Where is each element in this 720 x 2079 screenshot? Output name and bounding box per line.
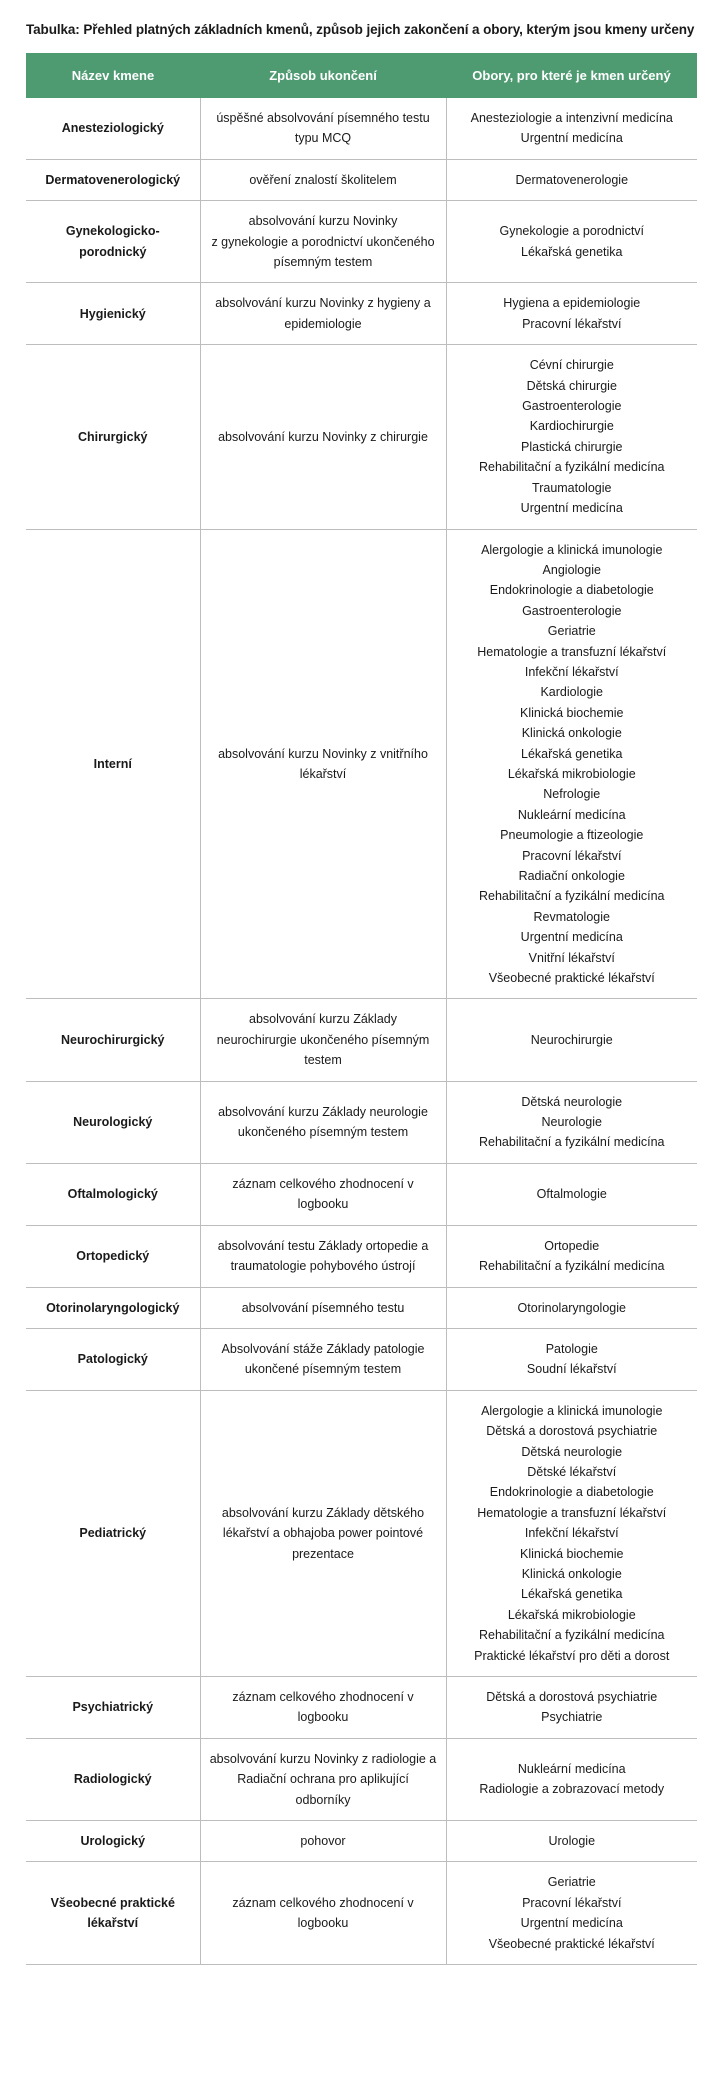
fields-cell-line: Rehabilitační a fyzikální medicína bbox=[478, 460, 665, 475]
table-row bbox=[26, 529, 697, 999]
kmen-name-cell-line: Psychiatrický bbox=[72, 1700, 154, 1715]
method-cell bbox=[200, 1225, 446, 1287]
fields-cell-line: Ortopedie bbox=[544, 1238, 600, 1253]
kmen-name-cell bbox=[26, 529, 200, 999]
kmen-name-cell-line: Anesteziologický bbox=[61, 121, 164, 136]
method-cell-line: záznam celkového zhodnocení v bbox=[232, 1895, 414, 1910]
fields-cell bbox=[446, 1738, 697, 1820]
fields-cell-line: Kardiochirurgie bbox=[529, 419, 614, 434]
method-cell bbox=[200, 1390, 446, 1676]
fields-cell-line: Traumatologie bbox=[532, 480, 612, 495]
fields-cell-line: Oftalmologie bbox=[536, 1187, 607, 1202]
fields-cell-line: Kardiologie bbox=[540, 685, 604, 700]
fields-cell bbox=[446, 999, 697, 1081]
kmen-name-cell-line: Patologický bbox=[77, 1352, 148, 1367]
kmen-name-cell-line: Oftalmologický bbox=[67, 1187, 158, 1202]
method-cell bbox=[200, 1163, 446, 1225]
fields-cell-line: Psychiatrie bbox=[541, 1710, 603, 1725]
kmen-name-cell-line: Neurochirurgický bbox=[60, 1032, 165, 1047]
fields-cell-line: Hygiena a epidemiologie bbox=[503, 296, 641, 311]
table-row bbox=[26, 1821, 697, 1862]
kmen-name-cell bbox=[26, 999, 200, 1081]
kmen-name-cell bbox=[26, 1390, 200, 1676]
table-row bbox=[26, 1163, 697, 1225]
header-row bbox=[26, 53, 697, 98]
kmen-name-cell bbox=[26, 345, 200, 529]
method-cell-line: absolvování kurzu Novinky z vnitřního bbox=[218, 746, 428, 761]
method-cell-line: absolvování testu Základy ortopedie a bbox=[217, 1238, 429, 1253]
method-cell bbox=[200, 1821, 446, 1862]
fields-cell bbox=[446, 345, 697, 529]
kmen-name-cell bbox=[26, 1163, 200, 1225]
kmen-name-cell-line: Ortopedický bbox=[76, 1248, 150, 1263]
kmen-name-cell bbox=[26, 283, 200, 345]
method-cell-line: neurochirurgie ukončeného písemným bbox=[216, 1032, 430, 1047]
method-cell-line: z gynekologie a porodnictví ukončeného bbox=[211, 234, 435, 249]
fields-cell-line: Hematologie a transfuzní lékařství bbox=[477, 644, 667, 659]
kmen-name-cell-line: Pediatrický bbox=[79, 1526, 147, 1541]
method-cell bbox=[200, 1677, 446, 1739]
fields-cell bbox=[446, 1225, 697, 1287]
fields-cell-line: Gastroenterologie bbox=[522, 399, 622, 414]
fields-cell bbox=[446, 159, 697, 200]
fields-cell-line: Dermatovenerologie bbox=[515, 172, 629, 187]
fields-cell-line: Endokrinologie a diabetologie bbox=[489, 583, 654, 598]
method-cell-line: lékařství bbox=[299, 766, 347, 781]
table-row bbox=[26, 345, 697, 529]
fields-cell bbox=[446, 98, 697, 159]
fields-cell-line: Neurologie bbox=[541, 1115, 602, 1130]
method-cell-line: logbooku bbox=[297, 1916, 349, 1931]
fields-cell-line: Lékařská genetika bbox=[521, 1587, 623, 1602]
fields-cell-line: Klinická biochemie bbox=[519, 705, 624, 720]
table-row bbox=[26, 1862, 697, 1965]
fields-cell-line: Pracovní lékařství bbox=[522, 1895, 622, 1910]
fields-cell-line: Všeobecné praktické lékařství bbox=[488, 971, 655, 986]
method-cell bbox=[200, 345, 446, 529]
kmen-name-cell bbox=[26, 201, 200, 283]
fields-cell-line: Urgentní medicína bbox=[520, 930, 623, 945]
table-row bbox=[26, 1677, 697, 1739]
fields-cell-line: Lékařská genetika bbox=[521, 244, 623, 259]
fields-cell bbox=[446, 1862, 697, 1965]
fields-cell-line: Gastroenterologie bbox=[522, 603, 622, 618]
table-caption: Tabulka: Přehled platných základních kmenů, způsob jejich zakončení a obory, kterým jsou kmeny určeny bbox=[26, 22, 695, 37]
fields-cell-line: Lékařská mikrobiologie bbox=[507, 1607, 636, 1622]
fields-cell-line: Rehabilitační a fyzikální medicína bbox=[478, 1628, 665, 1643]
fields-cell-line: Rehabilitační a fyzikální medicína bbox=[478, 1259, 665, 1274]
kmen-name-cell-line: Urologický bbox=[80, 1834, 146, 1849]
header-name: Název kmene bbox=[71, 68, 155, 83]
fields-cell-line: Urgentní medicína bbox=[520, 131, 623, 146]
fields-cell-line: Otorinolaryngologie bbox=[517, 1300, 626, 1315]
fields-cell-line: Alergologie a klinická imunologie bbox=[481, 542, 663, 557]
fields-cell-line: Cévní chirurgie bbox=[529, 358, 614, 373]
fields-cell bbox=[446, 1821, 697, 1862]
method-cell-line: typu MCQ bbox=[294, 131, 352, 146]
fields-cell-line: Pracovní lékařství bbox=[522, 848, 622, 863]
fields-cell bbox=[446, 1328, 697, 1390]
fields-cell-line: Revmatologie bbox=[533, 909, 610, 924]
kmen-name-cell bbox=[26, 1677, 200, 1739]
kmen-name-cell bbox=[26, 1862, 200, 1965]
kmen-name-cell-line: Radiologický bbox=[73, 1772, 152, 1787]
fields-cell-line: Praktické lékařství pro děti a dorost bbox=[474, 1648, 670, 1663]
fields-cell bbox=[446, 1677, 697, 1739]
fields-cell-line: Radiologie a zobrazovací metody bbox=[479, 1782, 665, 1797]
method-cell-line: písemným testem bbox=[273, 255, 373, 270]
method-cell-line: ověření znalostí školitelem bbox=[249, 172, 397, 187]
kmen-name-cell bbox=[26, 1225, 200, 1287]
kmen-name-cell bbox=[26, 1328, 200, 1390]
table-row bbox=[26, 283, 697, 345]
method-cell bbox=[200, 529, 446, 999]
fields-cell-line: Nukleární medicína bbox=[517, 1762, 626, 1777]
method-cell bbox=[200, 98, 446, 159]
fields-cell bbox=[446, 1390, 697, 1676]
method-cell bbox=[200, 999, 446, 1081]
fields-cell-line: Soudní lékařství bbox=[526, 1362, 617, 1377]
kmen-name-cell bbox=[26, 1081, 200, 1163]
fields-cell-line: Klinická onkologie bbox=[521, 726, 622, 741]
fields-cell bbox=[446, 1163, 697, 1225]
fields-cell-line: Neurochirurgie bbox=[530, 1032, 613, 1047]
kmen-name-cell-line: Neurologický bbox=[73, 1115, 153, 1130]
method-cell bbox=[200, 201, 446, 283]
fields-cell-line: Alergologie a klinická imunologie bbox=[481, 1403, 663, 1418]
fields-cell-line: Urgentní medicína bbox=[520, 1916, 623, 1931]
kmen-name-cell-line: lékařství bbox=[87, 1916, 139, 1931]
kmen-name-cell bbox=[26, 98, 200, 159]
fields-cell-line: Infekční lékařství bbox=[524, 1526, 619, 1541]
header-method: Způsob ukončení bbox=[269, 68, 377, 83]
method-cell-line: absolvování kurzu Základy bbox=[249, 1012, 397, 1027]
fields-cell-line: Anesteziologie a intenzivní medicína bbox=[470, 111, 673, 125]
fields-cell-line: Endokrinologie a diabetologie bbox=[489, 1485, 654, 1500]
kmen-name-cell bbox=[26, 1287, 200, 1328]
method-cell-line: absolvování kurzu Novinky z radiologie a bbox=[209, 1751, 437, 1766]
table-row bbox=[26, 201, 697, 283]
table-header bbox=[26, 53, 697, 98]
fields-cell-line: Lékařská mikrobiologie bbox=[507, 766, 636, 781]
fields-cell bbox=[446, 529, 697, 999]
header-fields: Obory, pro které je kmen určený bbox=[472, 68, 671, 83]
method-cell-line: Absolvování stáže Základy patologie bbox=[221, 1341, 425, 1356]
method-cell-line: záznam celkového zhodnocení v bbox=[232, 1690, 414, 1704]
method-cell-line: lékařství a obhajoba power pointové bbox=[222, 1526, 424, 1541]
kmen-name-cell-line: Otorinolaryngologický bbox=[46, 1300, 180, 1315]
method-cell-line: epidemiologie bbox=[284, 316, 362, 331]
method-cell-line: traumatologie pohybového ústrojí bbox=[230, 1259, 416, 1274]
fields-cell-line: Klinická onkologie bbox=[521, 1566, 622, 1581]
fields-cell-line: Lékařská genetika bbox=[521, 746, 623, 761]
fields-cell-line: Dětská chirurgie bbox=[526, 378, 617, 393]
method-cell-line: ukončeného písemným testem bbox=[237, 1125, 409, 1140]
fields-cell-line: Rehabilitační a fyzikální medicína bbox=[478, 889, 665, 904]
method-cell bbox=[200, 1862, 446, 1965]
fields-cell-line: Patologie bbox=[545, 1341, 598, 1356]
method-cell bbox=[200, 1081, 446, 1163]
kmen-name-cell bbox=[26, 1738, 200, 1820]
table-row bbox=[26, 1738, 697, 1820]
fields-cell bbox=[446, 1287, 697, 1328]
fields-cell-line: Dětská a dorostová psychiatrie bbox=[486, 1690, 658, 1704]
kmen-name-cell-line: Interní bbox=[93, 756, 132, 771]
method-cell bbox=[200, 1738, 446, 1820]
method-cell-line: absolvování kurzu Novinky bbox=[248, 214, 398, 229]
fields-cell-line: Pneumologie a ftizeologie bbox=[500, 828, 644, 843]
method-cell bbox=[200, 283, 446, 345]
fields-cell-line: Klinická biochemie bbox=[519, 1546, 624, 1561]
specialty-table bbox=[26, 53, 697, 1965]
method-cell-line: absolvování kurzu Novinky z chirurgie bbox=[218, 429, 428, 444]
table-row bbox=[26, 1081, 697, 1163]
fields-cell-line: Dětské lékařství bbox=[527, 1464, 617, 1479]
table-row bbox=[26, 1225, 697, 1287]
fields-cell-line: Urologie bbox=[548, 1834, 596, 1849]
fields-cell bbox=[446, 1081, 697, 1163]
fields-cell-line: Angiologie bbox=[542, 562, 601, 577]
fields-cell-line: Nukleární medicína bbox=[517, 807, 626, 822]
kmen-name-cell bbox=[26, 159, 200, 200]
method-cell-line: odborníky bbox=[295, 1792, 351, 1807]
table-row bbox=[26, 1328, 697, 1390]
kmen-name-cell-line: porodnický bbox=[79, 244, 147, 259]
method-cell bbox=[200, 1287, 446, 1328]
table-row bbox=[26, 999, 697, 1081]
method-cell-line: absolvování písemného testu bbox=[241, 1300, 405, 1315]
fields-cell bbox=[446, 201, 697, 283]
table-body bbox=[26, 98, 697, 1965]
fields-cell-line: Dětská neurologie bbox=[521, 1444, 623, 1459]
kmen-name-cell-line: Všeobecné praktické bbox=[50, 1895, 175, 1910]
table-row bbox=[26, 98, 697, 159]
table-row bbox=[26, 1287, 697, 1328]
fields-cell-line: Geriatrie bbox=[547, 624, 596, 639]
table-row bbox=[26, 1390, 697, 1676]
method-cell-line: Radiační ochrana pro aplikující bbox=[237, 1772, 409, 1787]
method-cell-line: logbooku bbox=[297, 1197, 349, 1212]
fields-cell-line: Radiační onkologie bbox=[518, 869, 625, 883]
fields-cell-line: Infekční lékařství bbox=[524, 664, 619, 679]
method-cell-line: logbooku bbox=[297, 1710, 349, 1725]
fields-cell-line: Všeobecné praktické lékařství bbox=[488, 1936, 655, 1951]
method-cell-line: absolvování kurzu Základy neurologie bbox=[218, 1104, 428, 1119]
method-cell-line: úspěšné absolvování písemného testu bbox=[216, 111, 430, 125]
kmen-name-cell-line: Dermatovenerologický bbox=[45, 172, 181, 187]
method-cell-line: testem bbox=[304, 1053, 342, 1068]
method-cell-line: absolvování kurzu Základy dětského bbox=[221, 1505, 425, 1520]
fields-cell-line: Plastická chirurgie bbox=[521, 439, 623, 454]
fields-cell-line: Rehabilitační a fyzikální medicína bbox=[478, 1135, 665, 1150]
fields-cell-line: Nefrologie bbox=[543, 787, 601, 802]
fields-cell-line: Dětská neurologie bbox=[521, 1094, 623, 1109]
method-cell-line: pohovor bbox=[300, 1834, 346, 1849]
fields-cell bbox=[446, 283, 697, 345]
kmen-name-cell-line: Chirurgický bbox=[78, 429, 148, 444]
method-cell-line: absolvování kurzu Novinky z hygieny a bbox=[215, 296, 431, 311]
fields-cell-line: Dětská a dorostová psychiatrie bbox=[486, 1424, 658, 1439]
table-row bbox=[26, 159, 697, 200]
fields-cell-line: Urgentní medicína bbox=[520, 501, 623, 516]
kmen-name-cell-line: Gynekologicko- bbox=[65, 224, 160, 239]
fields-cell-line: Geriatrie bbox=[547, 1875, 596, 1890]
fields-cell-line: Hematologie a transfuzní lékařství bbox=[477, 1505, 667, 1520]
method-cell-line: prezentace bbox=[292, 1546, 354, 1561]
kmen-name-cell bbox=[26, 1821, 200, 1862]
fields-cell-line: Pracovní lékařství bbox=[522, 316, 622, 331]
kmen-name-cell-line: Hygienický bbox=[79, 306, 146, 321]
fields-cell-line: Vnitřní lékařství bbox=[528, 950, 615, 965]
method-cell-line: záznam celkového zhodnocení v bbox=[232, 1176, 414, 1191]
method-cell bbox=[200, 159, 446, 200]
method-cell bbox=[200, 1328, 446, 1390]
fields-cell-line: Gynekologie a porodnictví bbox=[499, 224, 645, 239]
method-cell-line: ukončené písemným testem bbox=[244, 1362, 402, 1377]
